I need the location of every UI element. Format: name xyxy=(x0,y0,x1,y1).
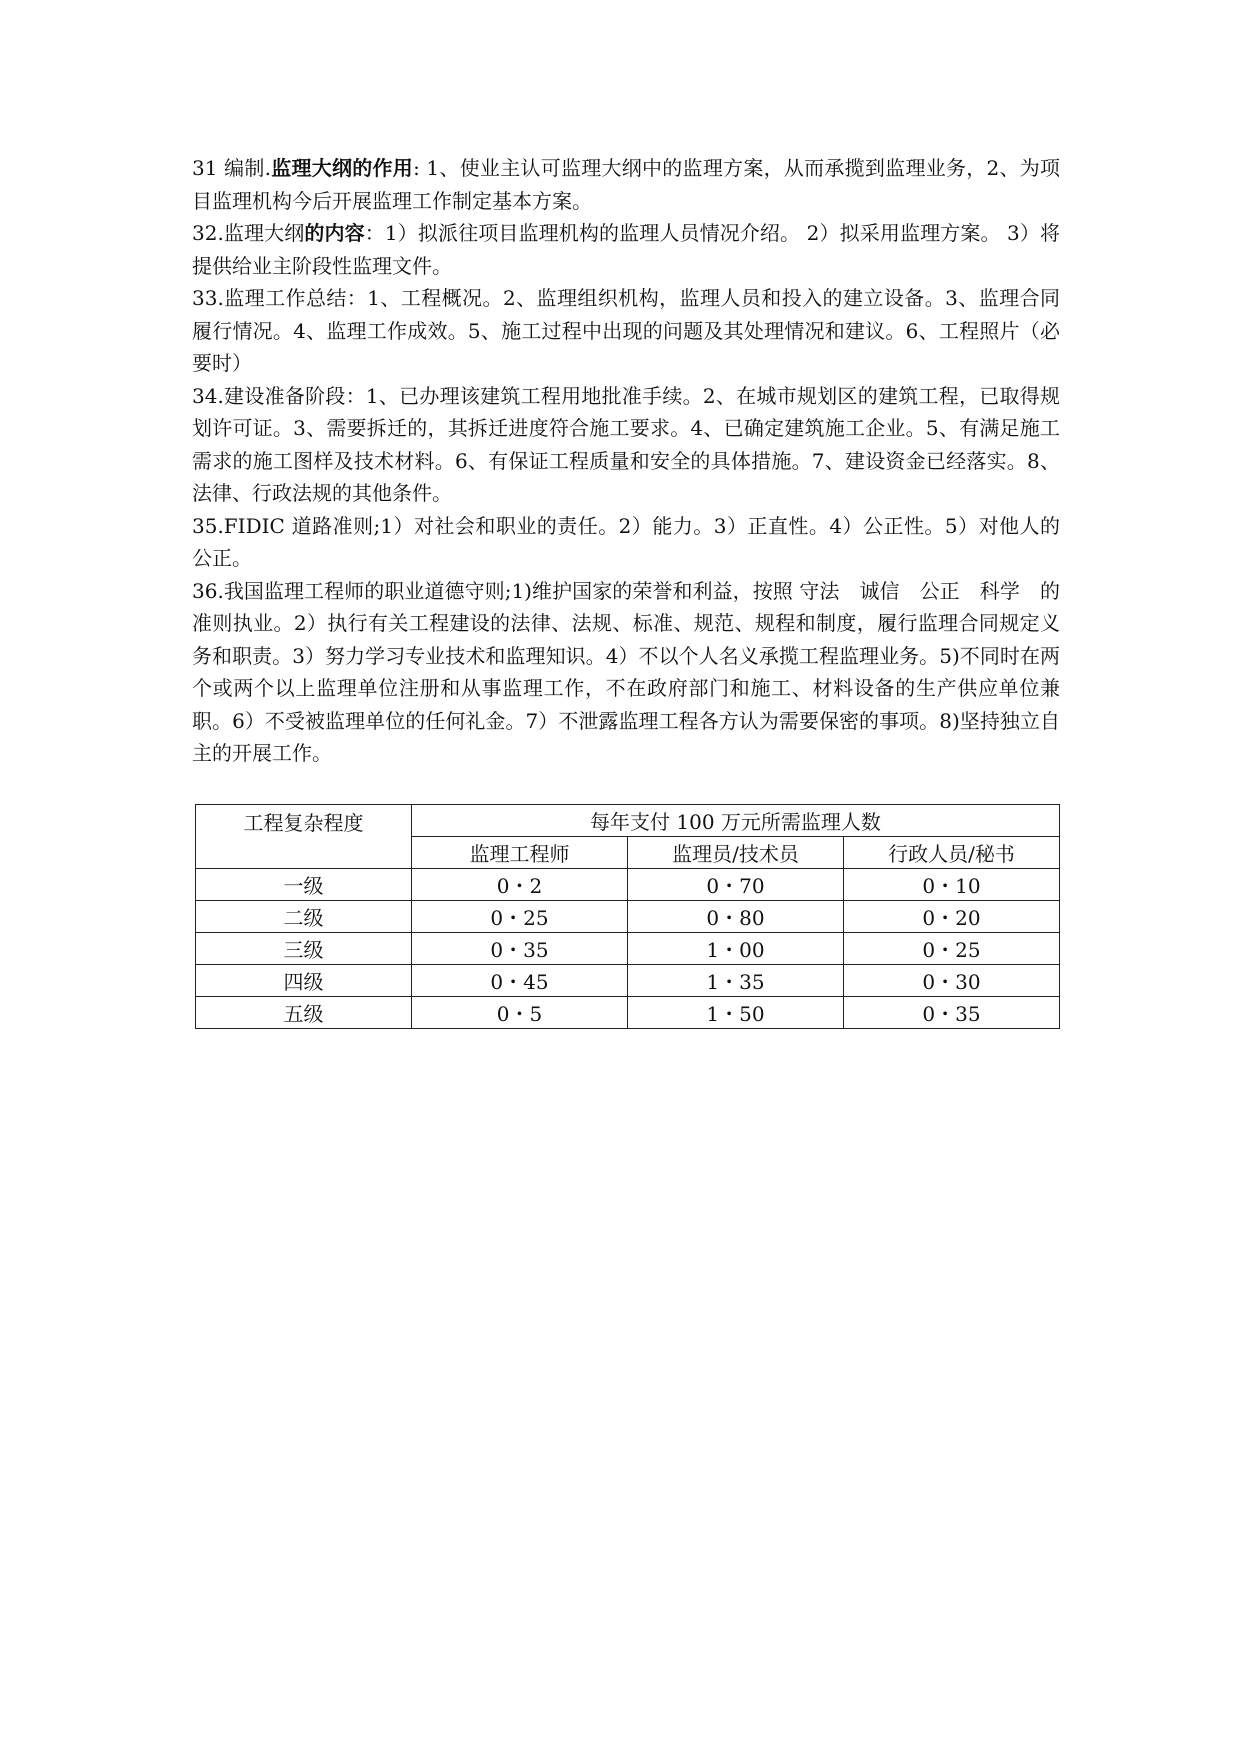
paragraph-36 xyxy=(192,575,1060,770)
table-row xyxy=(196,997,1060,1029)
value-cell: 0・70 xyxy=(628,869,844,901)
paragraph-31 xyxy=(192,152,1060,217)
paragraph-35 xyxy=(192,510,1060,575)
paragraph-36-text: 36.我国监理工程师的职业道德守则;1)维护国家的荣誉和利益，按照 守法 诚信 公正 科学 的准则执业。2）执行有关工程建设的法律、法规、标准、规范、规程和制度，履行监理合同规定义务和职责。3）努力学习专业技术和监理知识。4）不以个人名义承揽工程监理业务。5)不同时在两个或两个以上监理单位注册和从事监理工作，不在政府部门和施工、材料设备的生产供应单位兼职。6）不受被监理单位的任何礼金。7）不泄露监理工程各方认为需要保密的事项。8)坚持独立自主的开展工作。 xyxy=(192,578,1060,765)
paragraph-34 xyxy=(192,380,1060,510)
value-cell: 0・5 xyxy=(412,997,628,1029)
paragraph-34-text: 34.建设准备阶段：1、已办理该建筑工程用地批准手续。2、在城市规划区的建筑工程，已取得规划许可证。3、需要拆迁的，其拆迁进度符合施工要求。4、已确定建筑施工企业。5、有满足施工需求的施工图样及技术材料。6、有保证工程质量和安全的具体措施。7、建设资金已经落实。8、法律、行政法规的其他条件。 xyxy=(192,383,1060,505)
table-header-row xyxy=(196,805,1060,837)
level-cell: 一级 xyxy=(196,869,412,901)
value-cell: 0・80 xyxy=(628,901,844,933)
header-admin-secretary: 行政人员/秘书 xyxy=(844,837,1060,869)
value-cell: 0・2 xyxy=(412,869,628,901)
table-row xyxy=(196,869,1060,901)
value-cell: 0・35 xyxy=(412,933,628,965)
level-cell: 三级 xyxy=(196,933,412,965)
paragraph-31-number: 31 编制. xyxy=(192,156,271,180)
value-cell: 1・35 xyxy=(628,965,844,997)
paragraph-32 xyxy=(192,217,1060,282)
header-staff-per-million: 每年支付 100 万元所需监理人数 xyxy=(412,805,1060,837)
value-cell: 0・30 xyxy=(844,965,1060,997)
table-row xyxy=(196,965,1060,997)
value-cell: 0・25 xyxy=(412,901,628,933)
paragraph-32-text: ：1）拟派往项目监理机构的监理人员情况介绍。 2）拟采用监理方案。 3）将提供给业主阶段性监理文件。 xyxy=(192,221,1061,278)
table-row xyxy=(196,933,1060,965)
header-supervising-engineer: 监理工程师 xyxy=(412,837,628,869)
paragraph-31-text: : 1、使业主认可监理大纲中的监理方案，从而承揽到监理业务，2、为项目监理机构今后开展监理工作制定基本方案。 xyxy=(192,156,1061,213)
value-cell: 0・25 xyxy=(844,933,1060,965)
value-cell: 1・00 xyxy=(628,933,844,965)
value-cell: 0・20 xyxy=(844,901,1060,933)
document-body xyxy=(192,152,1060,770)
paragraph-32-number: 32.监理大纲 xyxy=(192,221,305,245)
level-cell: 二级 xyxy=(196,901,412,933)
paragraph-31-heading: 监理大纲的作用 xyxy=(270,156,414,180)
paragraph-33 xyxy=(192,282,1060,380)
level-cell: 五级 xyxy=(196,997,412,1029)
paragraph-35-text: 35.FIDIC 道路准则;1）对社会和职业的责任。2）能力。3）正直性。4）公正性。5）对他人的公正。 xyxy=(192,513,1060,570)
paragraph-33-text: 33.监理工作总结：1、工程概况。2、监理组织机构，监理人员和投入的建立设备。3、监理合同履行情况。4、监理工作成效。5、施工过程中出现的问题及其处理情况和建议。6、工程照片（必要时） xyxy=(192,286,1060,375)
value-cell: 0・45 xyxy=(412,965,628,997)
value-cell: 0・35 xyxy=(844,997,1060,1029)
header-complexity-level: 工程复杂程度 xyxy=(196,805,412,869)
paragraph-32-heading: 的内容 xyxy=(304,221,365,245)
value-cell: 0・10 xyxy=(844,869,1060,901)
supervision-staff-table xyxy=(195,804,1060,1029)
value-cell: 1・50 xyxy=(628,997,844,1029)
header-supervisor-technician: 监理员/技术员 xyxy=(628,837,844,869)
level-cell: 四级 xyxy=(196,965,412,997)
table-row xyxy=(196,901,1060,933)
